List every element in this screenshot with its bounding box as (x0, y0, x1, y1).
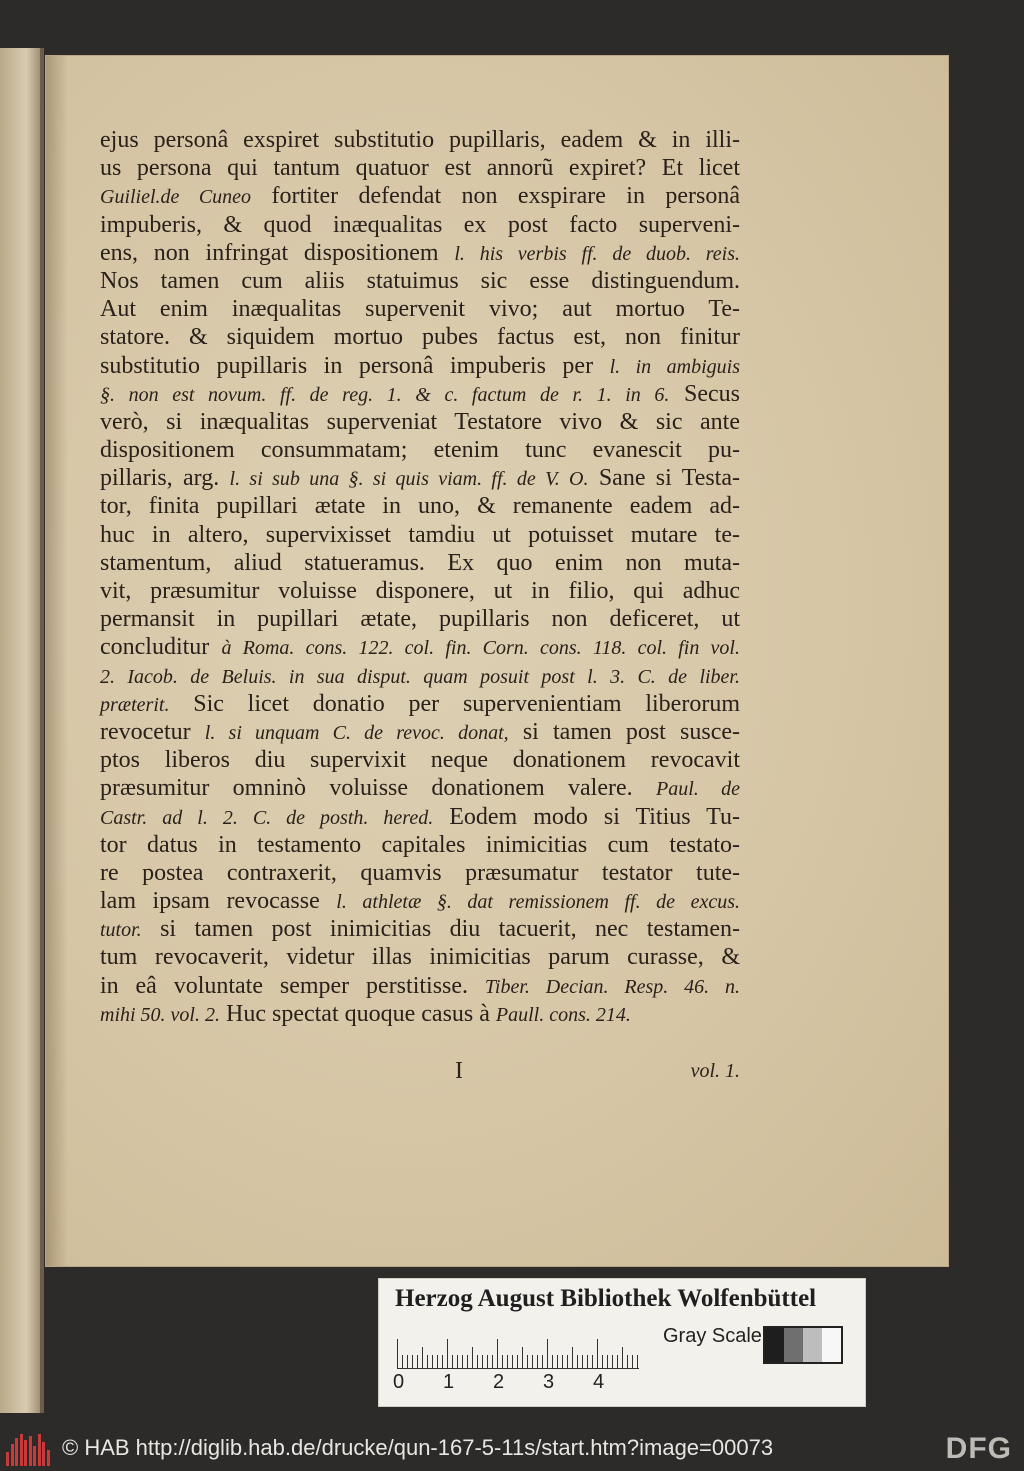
text-line: ens, non infringat dispositionem l. his verbis ff. de duob. reis. (100, 239, 740, 266)
ruler (397, 1329, 639, 1369)
ruler-number: 1 (443, 1371, 455, 1393)
ruler-tick (472, 1347, 473, 1369)
text-line: Aut enim inæqualitas supervenit vivo; aut mortuo Te- (100, 296, 740, 323)
text-line: Castr. ad l. 2. C. de posth. hered. Eodem modo si Titius Tu- (100, 803, 740, 830)
text-line: præsumitur omninò voluisse donationem valere. Paul. de (100, 775, 740, 802)
text-line: lam ipsam revocasse l. athletæ §. dat remissionem ff. de excus. (100, 888, 740, 915)
ruler-tick (617, 1355, 618, 1369)
hab-logo-icon (6, 1434, 52, 1466)
ruler-tick (557, 1355, 558, 1369)
text-line: pillaris, arg. l. si sub una §. si quis viam. ff. de V. O. Sane si Testa- (100, 465, 740, 492)
ruler-tick (627, 1355, 628, 1369)
ruler-tick (402, 1355, 403, 1369)
ruler-tick (397, 1339, 398, 1369)
text-line: concluditur à Roma. cons. 122. col. fin. Corn. cons. 118. col. fin vol. (100, 634, 740, 661)
ruler-tick (497, 1339, 498, 1369)
ruler-tick (612, 1355, 613, 1369)
ruler-tick (537, 1355, 538, 1369)
logo-bar (24, 1440, 27, 1466)
text-line: us persona qui tantum quatuor est annorũ expiret? Et licet (100, 155, 740, 182)
logo-bar (11, 1444, 14, 1466)
ruler-number: 4 (593, 1371, 605, 1393)
ruler-tick (462, 1355, 463, 1369)
gray-scale-label: Gray Scale (663, 1325, 762, 1347)
facing-page-edge (0, 48, 44, 1413)
ruler-tick (592, 1355, 593, 1369)
gray-swatch (765, 1328, 784, 1362)
logo-bar (33, 1446, 36, 1466)
gray-swatch (822, 1328, 841, 1362)
text-line: 2. Iacob. de Beluis. in sua disput. quam posuit post l. 3. C. de liber. (100, 665, 740, 688)
text-line: §. non est novum. ff. de reg. 1. & c. factum de r. 1. in 6. Secus (100, 380, 741, 407)
ruler-tick (527, 1355, 528, 1369)
logo-bar (6, 1452, 9, 1466)
book-page (46, 56, 948, 1266)
ruler-tick (572, 1347, 573, 1369)
text-line: verò, si inæqualitas superveniat Testatore vivo & sic ante (100, 408, 740, 435)
ruler-number: 0 (393, 1371, 405, 1393)
ruler-tick (622, 1347, 623, 1369)
ruler-tick (507, 1355, 508, 1369)
text-line: stamentum, aliud statueramus. Ex quo enim non muta- (100, 549, 740, 576)
library-name: Herzog August Bibliothek Wolfenbüttel (395, 1285, 817, 1312)
text-line: impuberis, & quod inæqualitas ex post facto superveni- (100, 211, 740, 238)
ruler-tick (512, 1355, 513, 1369)
text-line: Nos tamen cum aliis statuimus sic esse distinguendum. (100, 267, 740, 294)
ruler-tick (422, 1347, 423, 1369)
ruler-tick (562, 1355, 563, 1369)
text-line: ptos liberos diu supervixit neque donationem revocavit (100, 747, 740, 774)
ruler-tick (577, 1355, 578, 1369)
logo-bar (15, 1438, 18, 1466)
signature-mark: I (455, 1058, 463, 1084)
text-line: revocetur l. si unquam C. de revoc. donat, si tamen post susce- (100, 718, 740, 745)
ruler-tick (432, 1355, 433, 1369)
ruler-tick (447, 1339, 448, 1369)
ruler-tick (552, 1355, 553, 1369)
logo-bar (38, 1434, 41, 1466)
footer-citation: © HAB http://diglib.hab.de/drucke/qun-167-5-11s/start.htm?image=00073 (62, 1435, 774, 1460)
text-line: Guiliel.de Cuneo fortiter defendat non exspirare in personâ (100, 183, 740, 210)
ruler-tick (412, 1355, 413, 1369)
dfg-logo: DFG (945, 1432, 1012, 1465)
color-scale-card (378, 1278, 866, 1407)
text-line: huc in altero, supervixisset tamdiu ut potuisset mutare te- (100, 521, 740, 548)
text-line: præterit. Sic licet donatio per supervenientiam liberorum (100, 690, 740, 717)
page-text (100, 126, 740, 1028)
page-footer (100, 1058, 740, 1088)
ruler-tick (487, 1355, 488, 1369)
gray-scale-swatches (763, 1326, 843, 1364)
ruler-tick (632, 1355, 633, 1369)
text-line: vit, præsumitur voluisse disponere, ut in filio, qui adhuc (100, 578, 740, 604)
text-line: mihi 50. vol. 2. Huc spectat quoque casus à Paull. cons. 214. (100, 1000, 631, 1027)
catchword: vol. 1. (690, 1060, 740, 1082)
ruler-tick (482, 1355, 483, 1369)
logo-bar (47, 1450, 50, 1466)
ruler-tick (517, 1355, 518, 1369)
ruler-tick (407, 1355, 408, 1369)
text-line: tor, finita pupillari ætate in uno, & remanente eadem ad- (100, 493, 740, 520)
ruler-tick (567, 1355, 568, 1369)
ruler-number: 2 (493, 1371, 505, 1393)
text-line: re postea contraxerit, quamvis præsumatur testator tute- (100, 859, 740, 886)
text-line: dispositionem consummatam; etenim tunc evanescit pu- (100, 437, 740, 464)
text-line: tum revocaverit, videtur illas inimicitias parum curasse, & (100, 944, 740, 971)
gray-swatch (784, 1328, 803, 1362)
ruler-tick (602, 1355, 603, 1369)
text-line: permansit in pupillari ætate, pupillaris non deficeret, ut (100, 606, 740, 633)
text-line: substitutio pupillaris in personâ impuberis per l. in ambiguis (100, 352, 740, 379)
ruler-tick (532, 1355, 533, 1369)
ruler-tick (437, 1355, 438, 1369)
ruler-number: 3 (543, 1371, 555, 1393)
ruler-tick (457, 1355, 458, 1369)
ruler-tick (522, 1347, 523, 1369)
ruler-tick (452, 1355, 453, 1369)
ruler-tick (467, 1355, 468, 1369)
ruler-tick (587, 1355, 588, 1369)
ruler-tick (547, 1339, 548, 1369)
logo-bar (20, 1434, 23, 1466)
ruler-tick (427, 1355, 428, 1369)
ruler-tick (597, 1339, 598, 1369)
text-line: ejus personâ exspiret substitutio pupillaris, eadem & in illi- (100, 127, 740, 153)
ruler-tick (542, 1355, 543, 1369)
ruler-tick (492, 1355, 493, 1369)
ruler-tick (417, 1355, 418, 1369)
ruler-tick (477, 1355, 478, 1369)
text-line: tutor. si tamen post inimicitias diu tacuerit, nec testamen- (100, 916, 740, 943)
ruler-tick (442, 1355, 443, 1369)
ruler-tick (582, 1355, 583, 1369)
logo-bar (29, 1436, 32, 1466)
text-line: statore. & siquidem mortuo pubes factus est, non finitur (100, 324, 740, 351)
ruler-tick (637, 1355, 638, 1369)
ruler-tick (607, 1355, 608, 1369)
ruler-tick (502, 1355, 503, 1369)
footer-bar (0, 1426, 1024, 1471)
text-line: in eâ voluntate semper perstitisse. Tiber. Decian. Resp. 46. n. (100, 972, 740, 999)
gray-swatch (803, 1328, 822, 1362)
text-line: tor datus in testamento capitales inimicitias cum testato- (100, 831, 740, 858)
logo-bar (42, 1442, 45, 1466)
